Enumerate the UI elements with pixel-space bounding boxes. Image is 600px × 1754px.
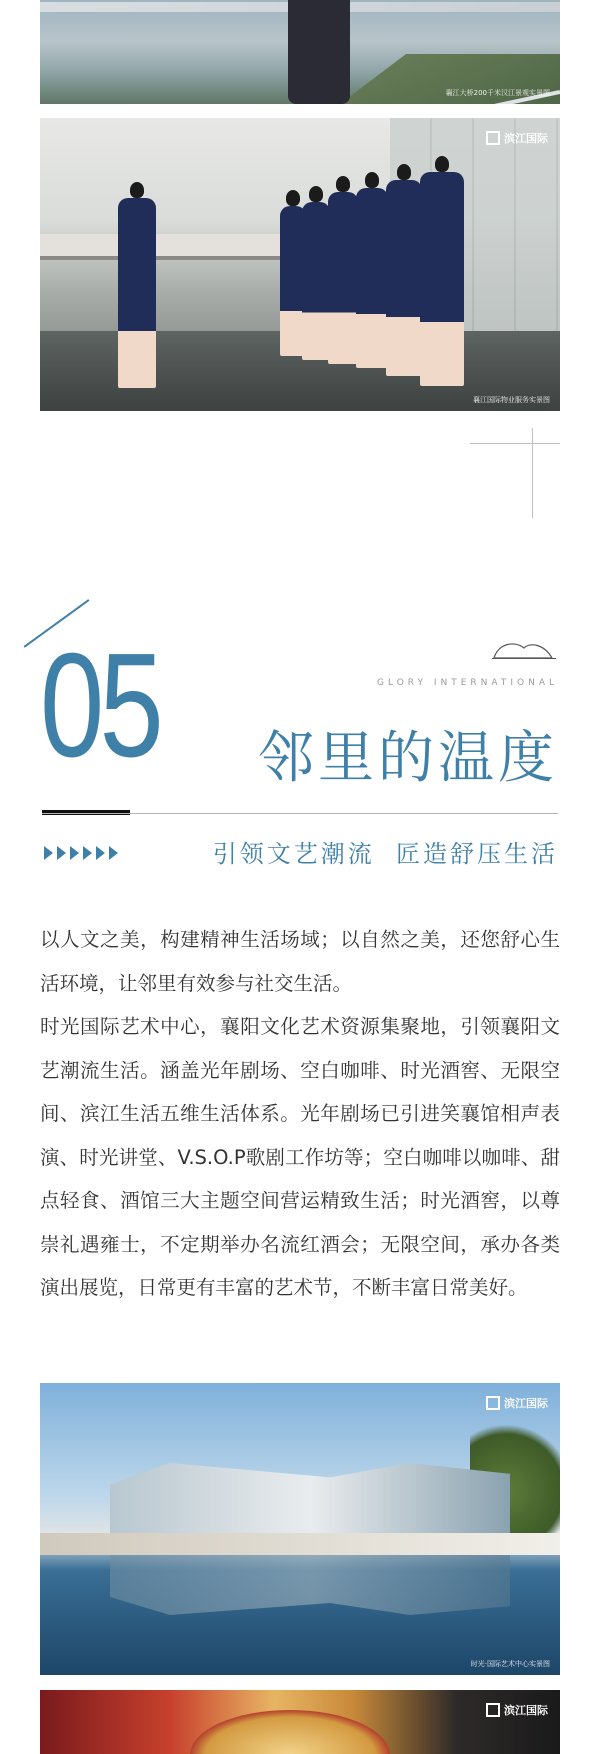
title-rule — [42, 813, 558, 814]
arrow-icon — [109, 846, 118, 860]
arrow-icon — [44, 846, 53, 860]
brand-logo — [486, 1702, 548, 1718]
bridge-photo — [40, 0, 560, 104]
arrow-decor — [44, 846, 121, 860]
section-title: 邻里的温度 — [258, 726, 558, 791]
logo-text: 滨江国际 — [504, 1397, 548, 1410]
logo-mark-icon — [486, 131, 500, 145]
tart-shape — [190, 1710, 390, 1754]
paragraph: 时光国际艺术中心，襄阳文化艺术资源集聚地，引领襄阳文艺潮流生活。涵盖光年剧场、空白咖啡、时光酒窖、无限空间、滨江生活五维生活体系。光年剧场已引进笑襄馆相声表演、时光讲堂、V.S.O.P歌剧工作坊等；空白咖啡以咖啡、甜点轻食、酒馆三大主题空间营运精致生活；时光酒窖，以尊崇礼遇雍士，不定期举办名流红酒会；无限空间，承办各类演出展览，日常更有丰富的艺术节，不断丰富日常美好。 — [40, 1015, 560, 1299]
arrow-icon — [96, 846, 105, 860]
section-subtitle: 引领文艺潮流 匠造舒压生活 — [212, 840, 558, 868]
logo-mark-icon — [486, 1396, 500, 1410]
staff-figure — [302, 202, 330, 360]
english-tagline: GLORY INTERNATIONAL — [377, 678, 558, 688]
brand-logo — [486, 130, 548, 146]
reflection-shape — [110, 1555, 510, 1615]
photo-caption: 襄江国际物业服务实景图 — [473, 396, 550, 404]
paragraph: 以人文之美，构建精神生活场域；以自然之美，还您舒心生活环境，让邻里有效参与社交生活。 — [40, 928, 560, 995]
reception-desk — [40, 234, 290, 260]
staff-figure — [356, 188, 388, 368]
building-shape — [110, 1463, 510, 1535]
arrow-icon — [70, 846, 79, 860]
logo-text: 滨江国际 — [504, 132, 548, 145]
section-number: 05 — [40, 623, 160, 788]
arrow-icon — [83, 846, 92, 860]
photo-caption: 襄江大桥200千米汉江景观实景图 — [445, 89, 550, 97]
staff-figure — [386, 180, 422, 376]
lobby-photo — [40, 118, 560, 411]
cloud-icon — [492, 638, 556, 660]
staff-figure — [420, 172, 464, 386]
person-shape — [288, 0, 350, 104]
staff-figure — [328, 192, 358, 364]
art-center-photo — [40, 1383, 560, 1675]
photo-caption: 时光·国际艺术中心实景图 — [470, 1660, 550, 1668]
logo-text: 滨江国际 — [504, 1704, 548, 1717]
article-body — [40, 918, 560, 1310]
staff-figure — [118, 198, 156, 388]
brand-logo — [486, 1395, 548, 1411]
decor-line-horizontal — [470, 443, 560, 444]
deck-shape — [40, 1533, 560, 1555]
arrow-icon — [57, 846, 66, 860]
dessert-photo — [40, 1690, 560, 1754]
logo-mark-icon — [486, 1703, 500, 1717]
decor-line-vertical — [532, 428, 533, 518]
